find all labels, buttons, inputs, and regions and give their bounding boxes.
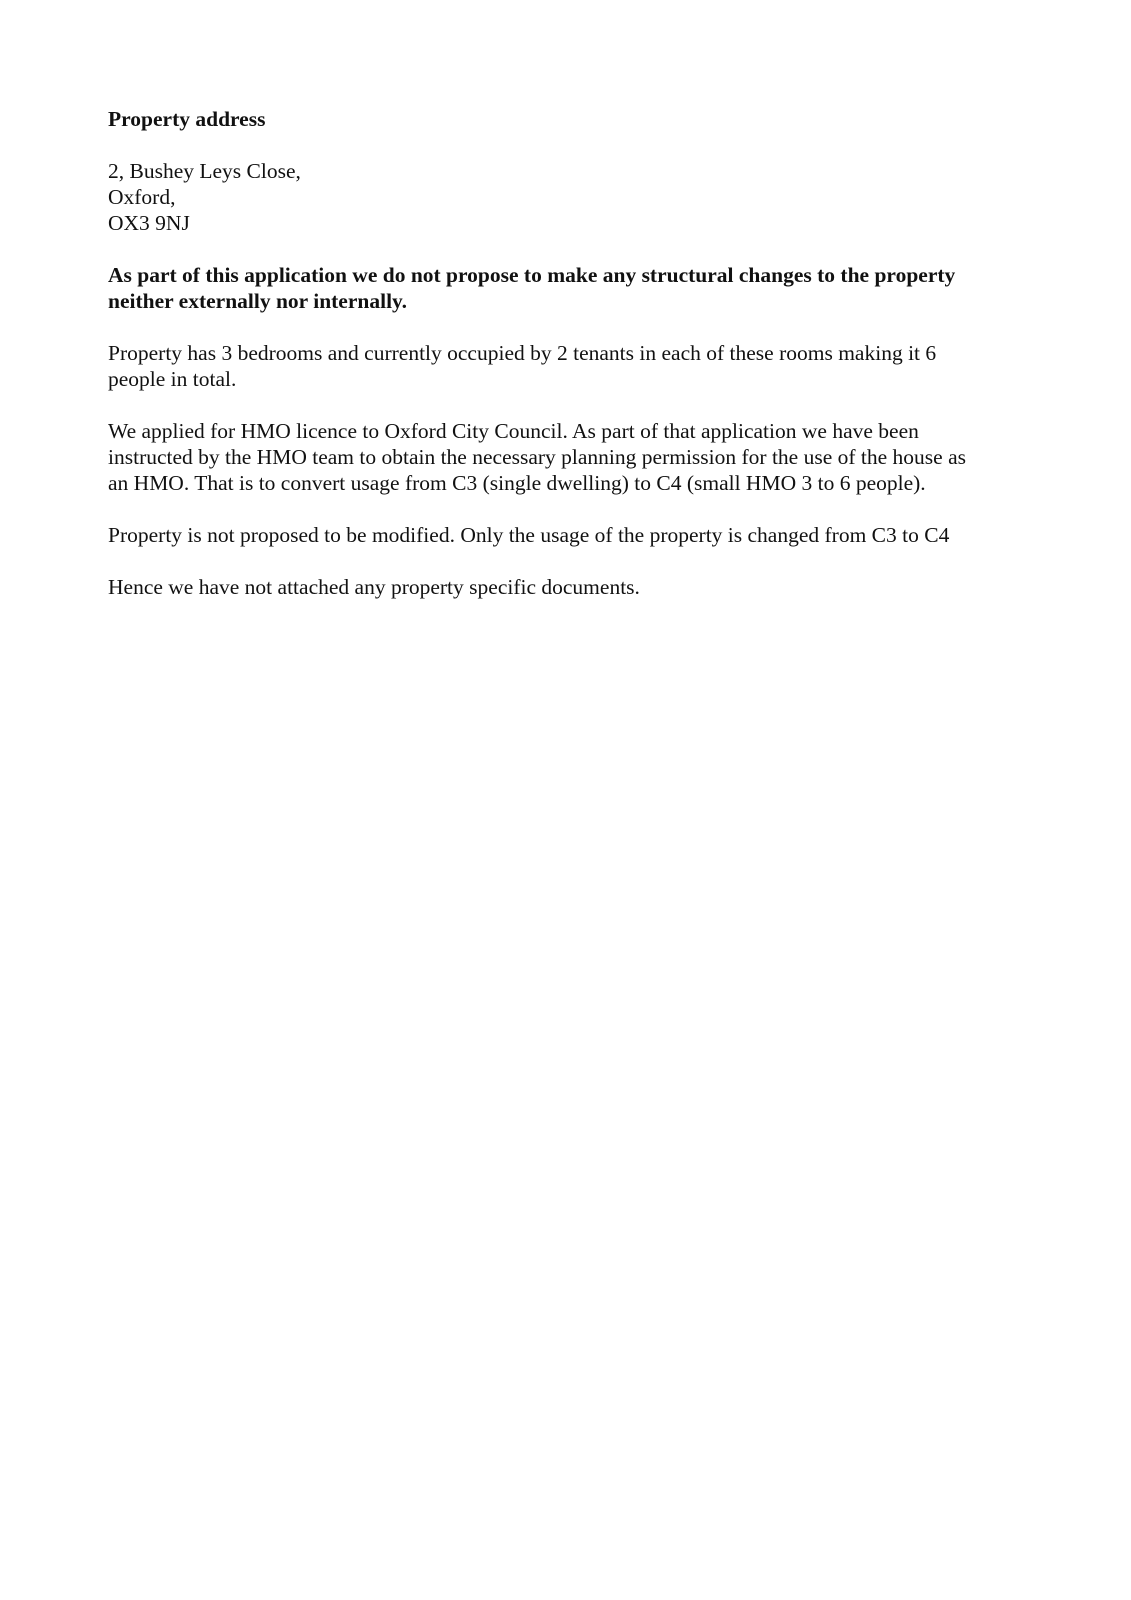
- documents-paragraph: [108, 574, 1038, 600]
- section-heading: [108, 106, 1038, 132]
- document-page: [108, 106, 1038, 600]
- statement-line-1: As part of this application we do not propose to make any structural changes to the property: [108, 263, 956, 287]
- heading-text: Property address: [108, 107, 266, 131]
- address-postcode: OX3 9NJ: [108, 211, 190, 235]
- documents-line-1: Hence we have not attached any property specific documents.: [108, 575, 640, 599]
- structural-statement: [108, 262, 1038, 314]
- statement-line-2: neither externally nor internally.: [108, 289, 407, 313]
- modification-line-1: Property is not proposed to be modified. Only the usage of the property is changed from C3 to C4: [108, 523, 950, 547]
- modification-paragraph: [108, 522, 1038, 548]
- occupancy-paragraph: [108, 340, 1038, 392]
- licence-paragraph: [108, 418, 1038, 496]
- occupancy-line-2: people in total.: [108, 367, 237, 391]
- address-line-2: Oxford,: [108, 185, 176, 209]
- address-line-1: 2, Bushey Leys Close,: [108, 159, 301, 183]
- occupancy-line-1: Property has 3 bedrooms and currently occupied by 2 tenants in each of these rooms making it 6: [108, 341, 937, 365]
- property-address: [108, 158, 1038, 236]
- licence-line-3: an HMO. That is to convert usage from C3 (single dwelling) to C4 (small HMO 3 to 6 people).: [108, 471, 926, 495]
- licence-line-2: instructed by the HMO team to obtain the necessary planning permission for the use of the house as: [108, 445, 967, 469]
- licence-line-1: We applied for HMO licence to Oxford City Council. As part of that application we have been: [108, 419, 919, 443]
